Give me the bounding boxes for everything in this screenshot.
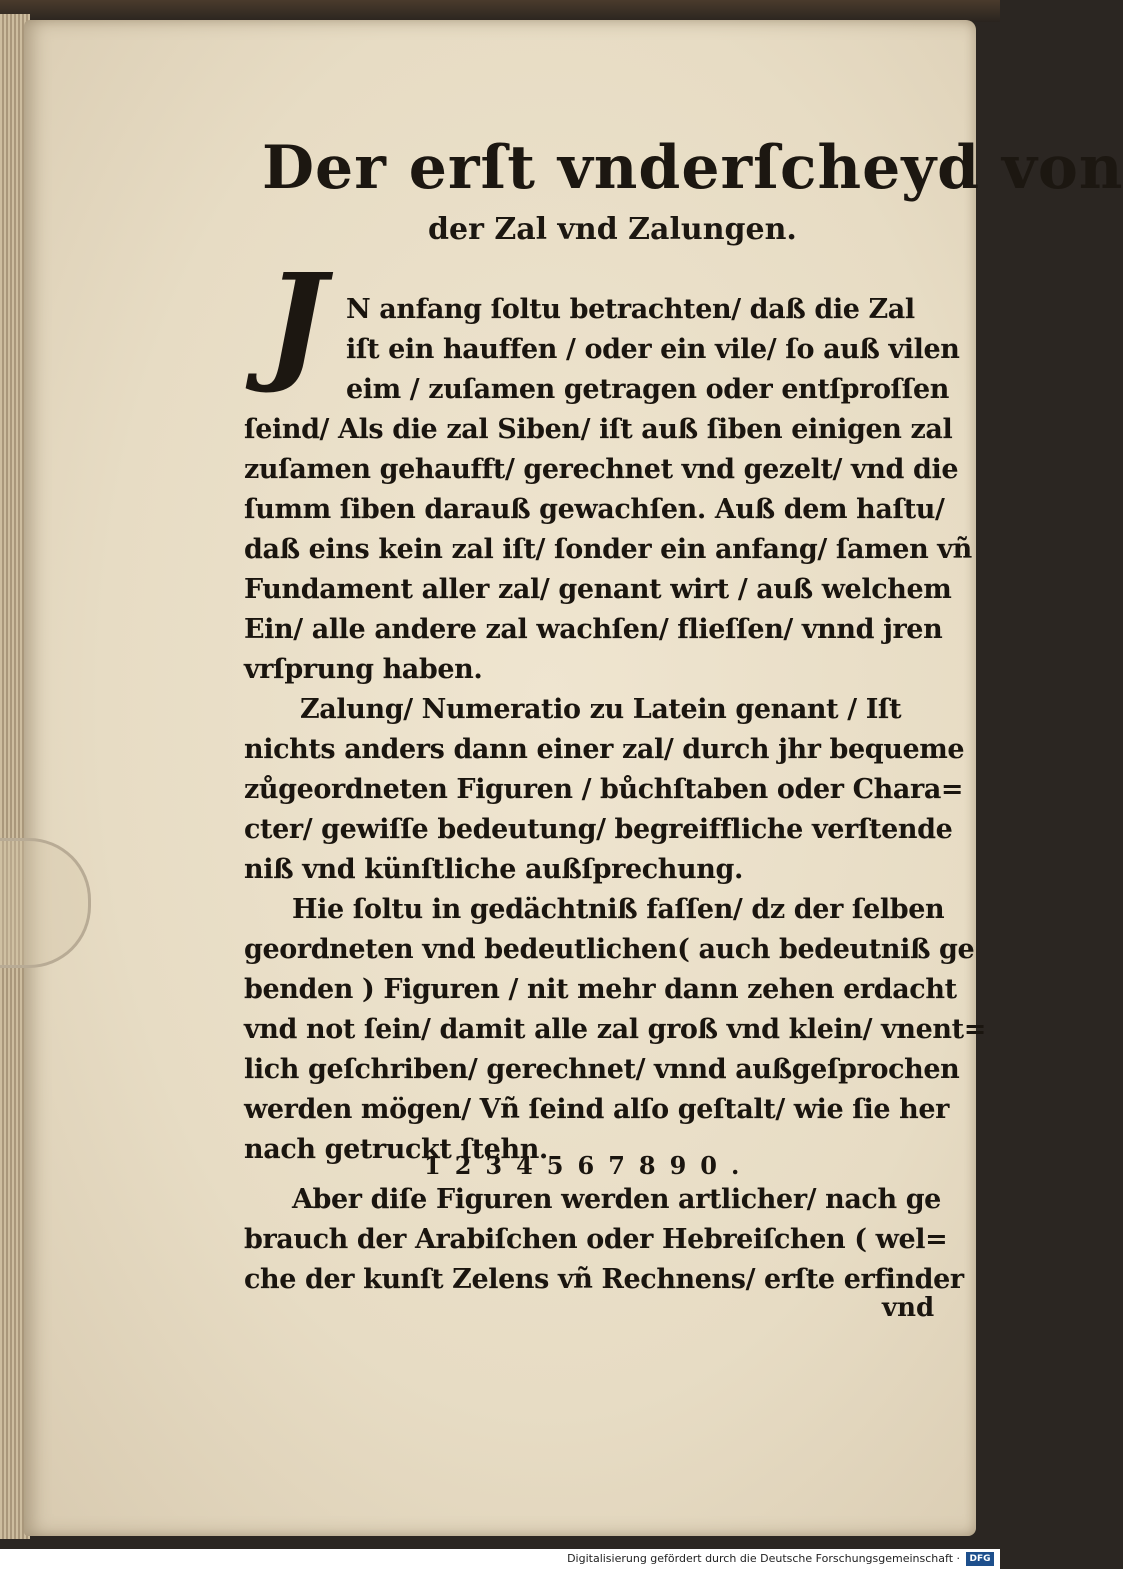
text-line: brauch der Arabiſchen oder Hebreiſchen ( wel= xyxy=(244,1224,948,1255)
dfg-logo: DFG xyxy=(966,1552,994,1566)
text-line: che der kunſt Zelens vñ Rechnens/ erſte erfinder xyxy=(244,1264,964,1295)
text-line: iſt ein hauffen / oder ein vile/ ſo auß vilen xyxy=(346,334,960,365)
text-line: Ein/ alle andere zal wachſen/ flieſſen/ vnnd jren xyxy=(244,614,943,645)
catchword: vnd xyxy=(882,1293,935,1323)
text-line: benden ) Figuren / nit mehr dann zehen erdacht xyxy=(244,974,957,1005)
text-line: vnd not ſein/ damit alle zal groß vnd klein/ vnent= xyxy=(244,1014,986,1045)
numeral-figures: 1234567890. xyxy=(424,1151,754,1180)
decorated-initial: J xyxy=(265,247,327,397)
chapter-title: Der erſt vnderſcheyd von xyxy=(262,133,1123,203)
text-line: nichts anders dann einer zal/ durch jhr bequeme xyxy=(244,734,965,765)
text-line: daß eins kein zal iſt/ ſonder ein anfang/ ſamen vñ xyxy=(244,534,972,565)
text-line: Hie ſoltu in gedächtniß faſſen/ dz der ſelben xyxy=(292,894,945,925)
text-line: Aber diſe Figuren werden artlicher/ nach ge xyxy=(292,1184,941,1215)
text-line: Zalung/ Numeratio zu Latein genant / Iſt xyxy=(300,694,902,725)
book-cover-top-edge xyxy=(0,0,1000,22)
text-line: zůgeordneten Figuren / bůchſtaben oder Chara= xyxy=(244,774,964,805)
text-line: zuſamen gehaufft/ gerechnet vnd gezelt/ vnd die xyxy=(244,454,959,485)
text-line: niß vnd künſtliche außſprechung. xyxy=(244,854,743,885)
text-line: werden mögen/ Vñ ſeind alſo geſtalt/ wie ſie her xyxy=(244,1094,949,1125)
text-line: cter/ gewiſſe bedeutung/ begreiffliche verſtende xyxy=(244,814,953,845)
text-line: ſeind/ Als die zal Siben/ iſt auß ſiben einigen zal xyxy=(244,414,953,445)
text-line: nach getruckt ſtehn. xyxy=(244,1134,548,1165)
text-line: N anfang ſoltu betrachten/ daß die Zal xyxy=(346,294,915,325)
chapter-subtitle: der Zal vnd Zalungen. xyxy=(428,212,797,247)
text-line: geordneten vnd bedeutlichen( auch bedeutniß ge xyxy=(244,934,975,965)
text-line: vrſprung haben. xyxy=(244,654,483,685)
text-line: Fundament aller zal/ genant wirt / auß welchem xyxy=(244,574,952,605)
text-line: ſumm ſiben darauß gewachſen. Auß dem haſtu/ xyxy=(244,494,945,525)
funding-note: Digitalisierung gefördert durch die Deutsche Forschungsgemeinschaft · xyxy=(567,1552,960,1565)
text-line: lich geſchriben/ gerechnet/ vnnd außgeſprochen xyxy=(244,1054,960,1085)
text-line: eim / zuſamen getragen oder entſproſſen xyxy=(346,374,949,405)
